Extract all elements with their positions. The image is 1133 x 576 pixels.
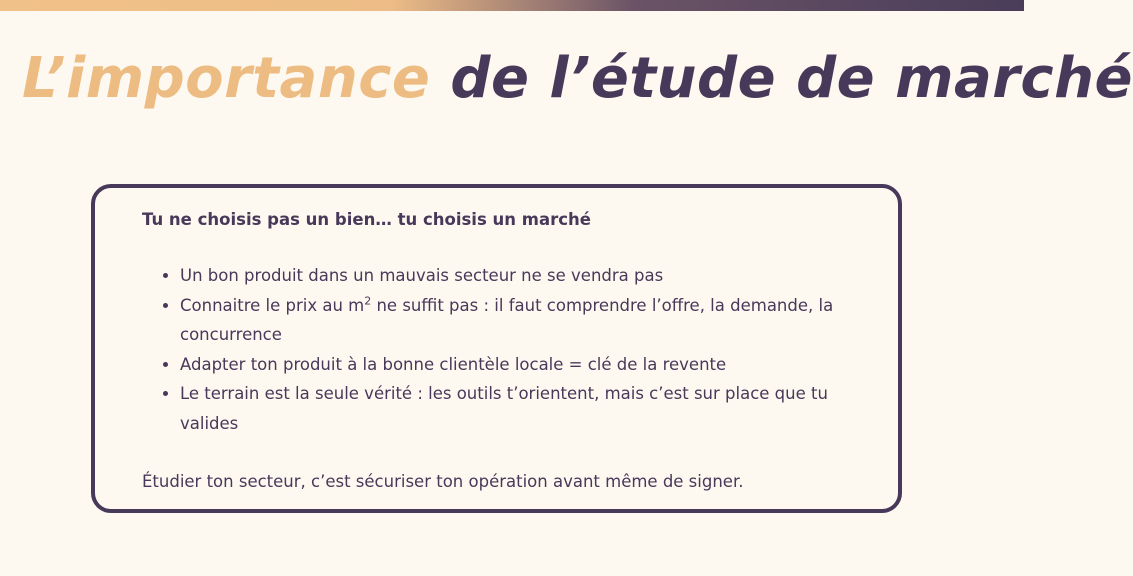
title-rest: de l’étude de marché: [430, 46, 1133, 111]
bullet-item: • Adapter ton produit à la bonne clientèle locale = clé de la revente: [180, 350, 880, 380]
title-accent-word: L’importance: [22, 46, 431, 111]
bullet-item: • Le terrain est la seule vérité : les outils t’orientent, mais c’est sur place que tu valides: [180, 379, 880, 438]
bullet-text: ne suffit pas : il faut comprendre l’offre, la demande, la concurrence: [180, 295, 834, 344]
page-title: [22, 48, 1133, 110]
top-gradient-bar: [0, 0, 1024, 11]
content-box: [91, 184, 902, 513]
bullet-item: • Un bon produit dans un mauvais secteur ne se vendra pas: [180, 261, 880, 291]
bullet-list: [145, 261, 880, 438]
bullet-text: Connaitre le prix au m: [180, 295, 365, 315]
bullet-item: [180, 291, 880, 350]
box-conclusion: Étudier ton secteur, c’est sécuriser ton opération avant même de signer.: [142, 472, 744, 491]
box-subtitle: Tu ne choisis pas un bien… tu choisis un marché: [142, 210, 591, 229]
superscript: 2: [364, 294, 372, 307]
